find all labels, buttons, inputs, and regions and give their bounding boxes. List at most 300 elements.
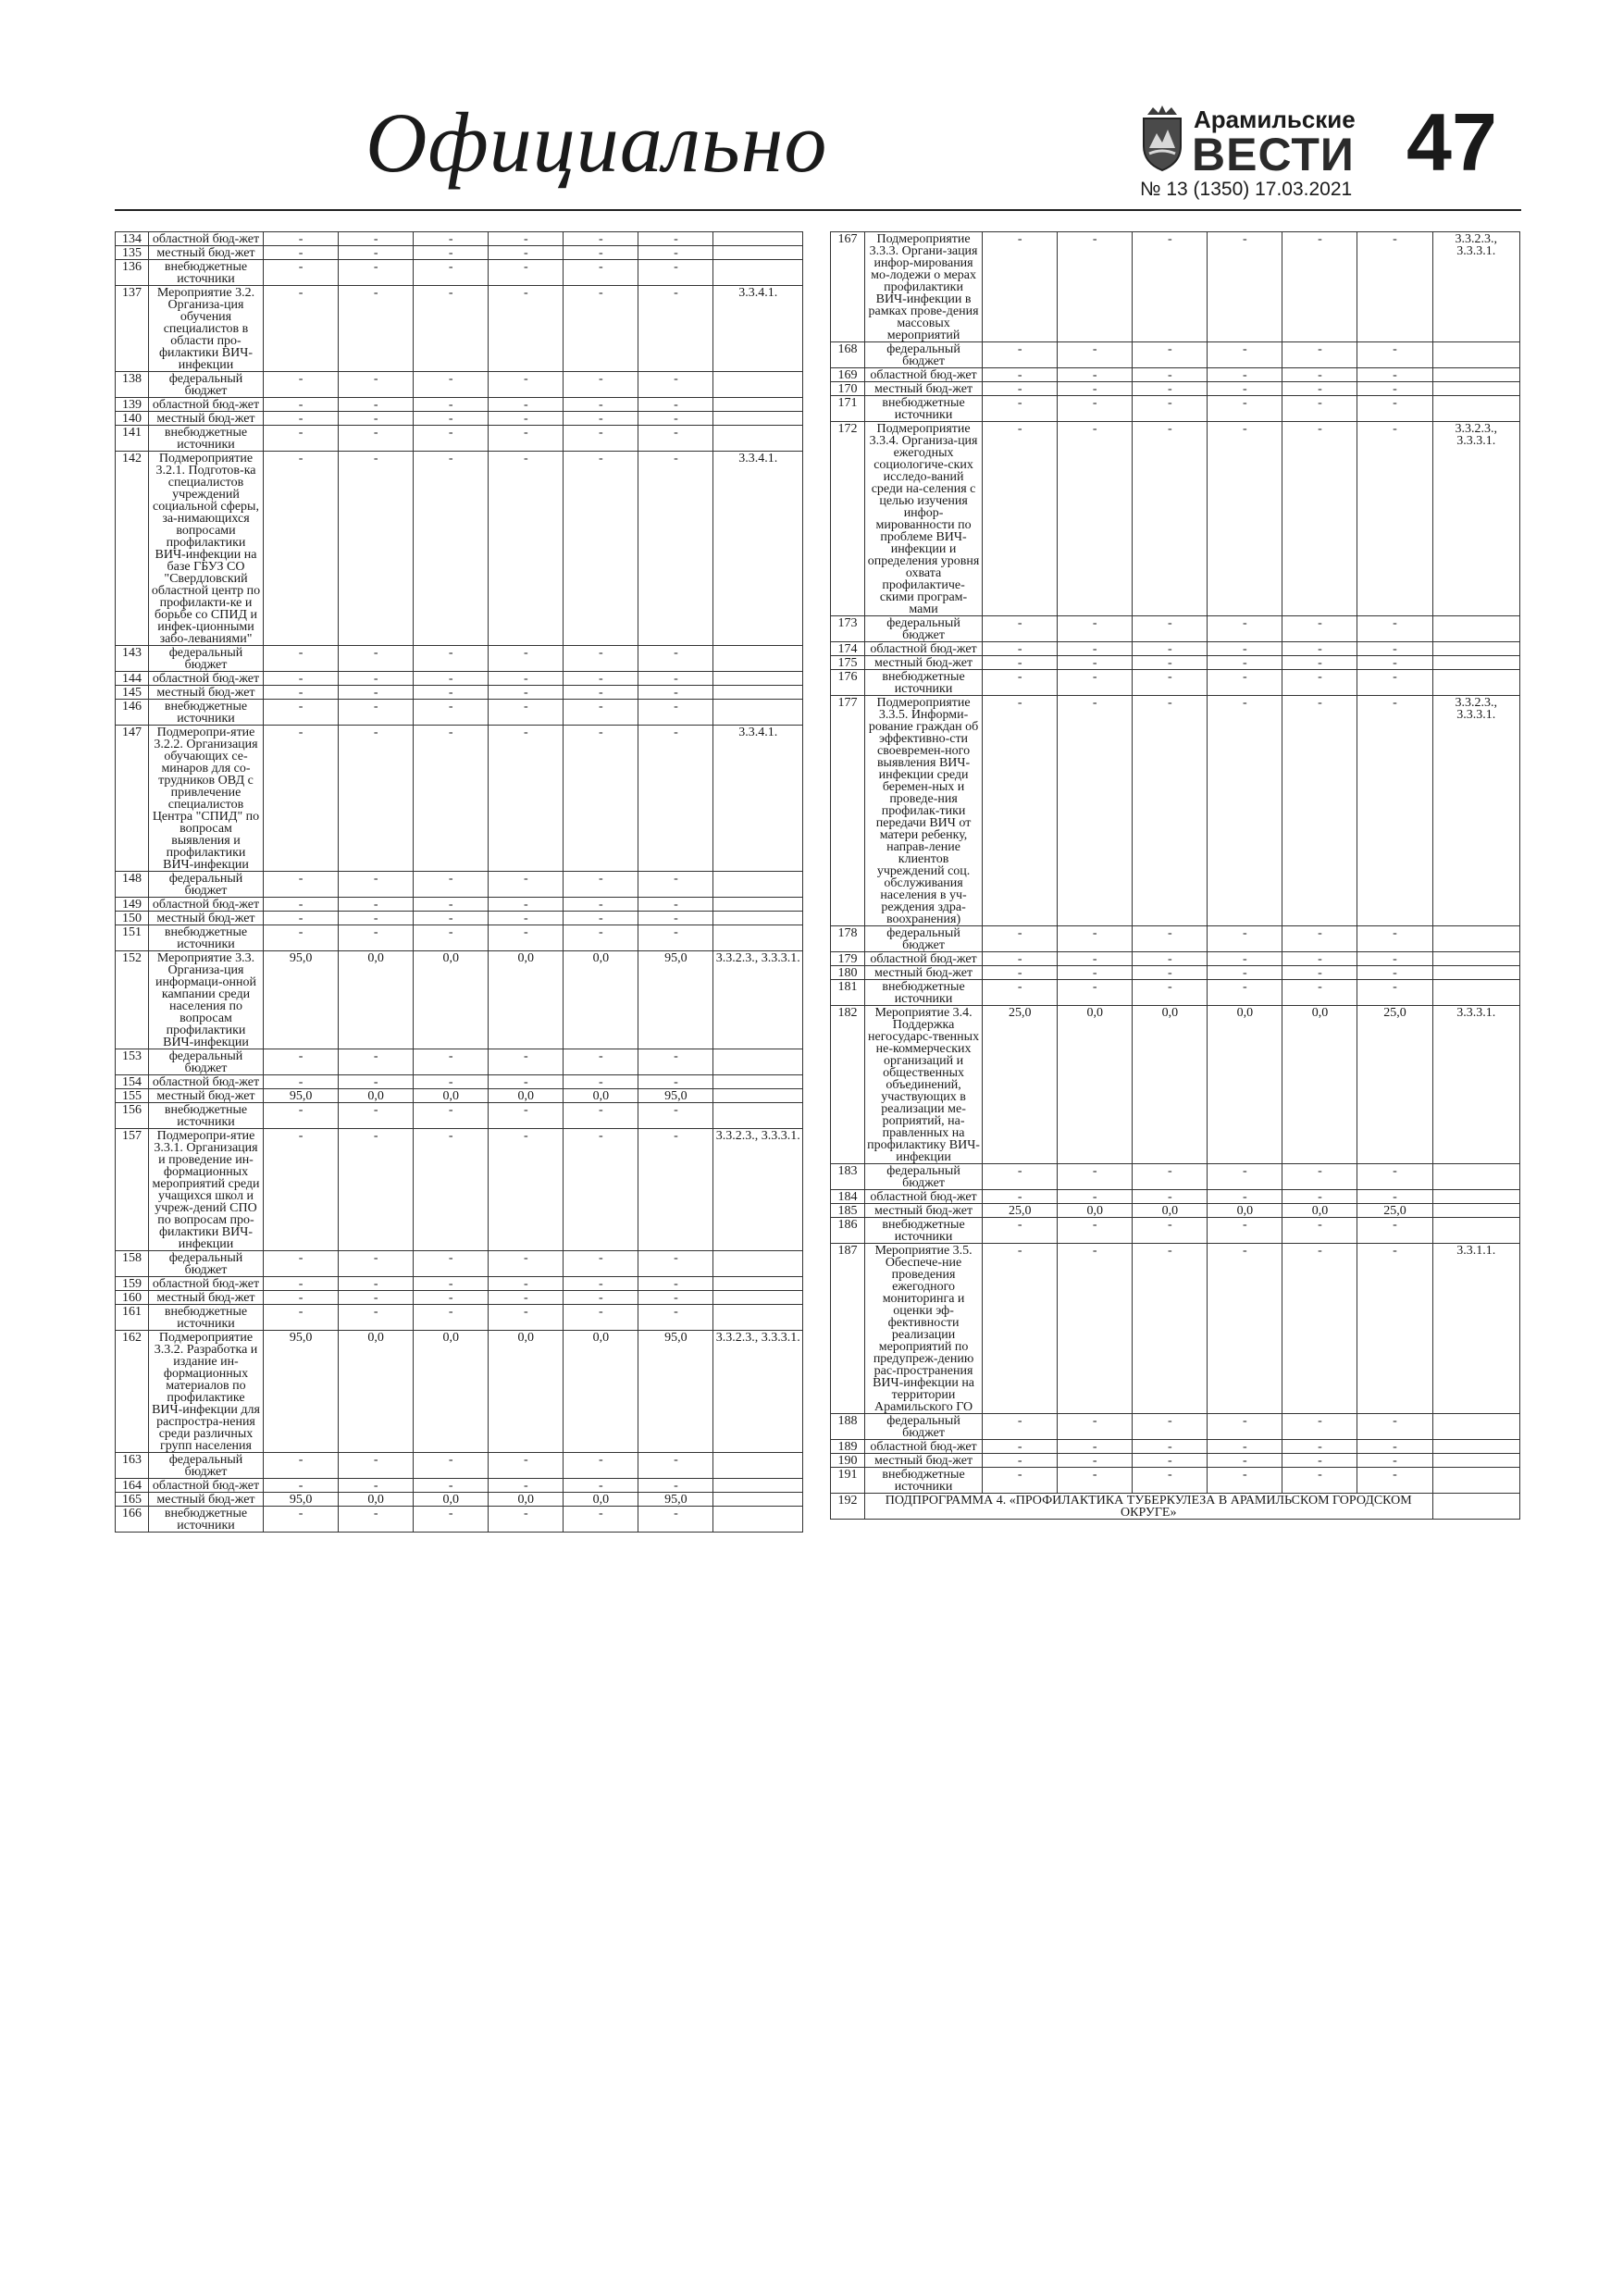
value-cell: -	[564, 426, 638, 452]
value-cell: -	[1208, 342, 1282, 368]
target-code	[713, 925, 803, 951]
value-cell: -	[1282, 1164, 1357, 1190]
value-cell: -	[264, 398, 339, 412]
target-code	[1432, 1164, 1519, 1190]
value-cell: -	[1282, 232, 1357, 342]
value-cell: -	[983, 656, 1058, 670]
row-name: местный бюд-жет	[148, 1291, 263, 1305]
row-number: 136	[116, 260, 149, 286]
row-name: местный бюд-жет	[864, 656, 982, 670]
table-row	[116, 672, 803, 686]
row-name: федеральный бюджет	[148, 1453, 263, 1479]
value-cell: -	[983, 396, 1058, 422]
row-number: 148	[116, 872, 149, 898]
target-code	[1432, 642, 1519, 656]
target-code: 3.3.2.3., 3.3.3.1.	[713, 951, 803, 1049]
value-cell: 0,0	[1208, 1204, 1282, 1218]
value-cell: 25,0	[983, 1204, 1058, 1218]
row-name: местный бюд-жет	[148, 1493, 263, 1507]
value-cell: -	[414, 1277, 489, 1291]
value-cell: -	[638, 1103, 713, 1129]
row-number: 173	[831, 616, 865, 642]
row-number: 153	[116, 1049, 149, 1075]
row-number: 134	[116, 232, 149, 246]
target-code	[1432, 368, 1519, 382]
value-cell: -	[1133, 1414, 1208, 1440]
value-cell: -	[564, 286, 638, 372]
value-cell: -	[489, 232, 564, 246]
value-cell: -	[1282, 980, 1357, 1006]
value-cell: -	[1357, 422, 1432, 616]
row-name: Мероприятие 3.3. Организа-ция информаци-онной кампании среди населения по вопросам профилактики ВИЧ-инфекции	[148, 951, 263, 1049]
value-cell: 0,0	[564, 1493, 638, 1507]
table-row	[116, 260, 803, 286]
row-number: 169	[831, 368, 865, 382]
value-cell: -	[1282, 952, 1357, 966]
target-code: 3.3.2.3., 3.3.3.1.	[713, 1129, 803, 1251]
value-cell: 95,0	[638, 951, 713, 1049]
value-cell: -	[339, 1075, 414, 1089]
value-cell: -	[638, 232, 713, 246]
value-cell: -	[1357, 396, 1432, 422]
value-cell: -	[564, 672, 638, 686]
target-code	[713, 1251, 803, 1277]
row-name: Мероприятие 3.4. Поддержка негосударс-твенных не-коммерческих организаций и общественных объединений, участвующих в реализации ме-роприятий, на-правленных на профилактику ВИЧ-инфекции	[864, 1006, 982, 1164]
value-cell: -	[414, 1103, 489, 1129]
value-cell: -	[339, 1129, 414, 1251]
row-number: 145	[116, 686, 149, 700]
row-name: областной бюд-жет	[864, 642, 982, 656]
row-name: федеральный бюджет	[148, 1251, 263, 1277]
row-name: федеральный бюджет	[864, 342, 982, 368]
value-cell: -	[339, 912, 414, 925]
table-row	[831, 1006, 1520, 1164]
value-cell: -	[1133, 342, 1208, 368]
value-cell: -	[1058, 952, 1133, 966]
value-cell: -	[339, 726, 414, 872]
value-cell: 0,0	[339, 1331, 414, 1453]
row-number: 159	[116, 1277, 149, 1291]
value-cell: -	[1282, 696, 1357, 926]
value-cell: -	[564, 1291, 638, 1305]
row-number: 139	[116, 398, 149, 412]
value-cell: -	[1133, 1244, 1208, 1414]
row-name: Подмеропри-ятие 3.3.1. Организация и проведение ин-формационных мероприятий среди учащихся школ и учреж-дений СПО по вопросам про-филактики ВИЧ-инфекции	[148, 1129, 263, 1251]
value-cell: -	[339, 646, 414, 672]
row-number: 177	[831, 696, 865, 926]
target-code	[713, 1305, 803, 1331]
value-cell: -	[414, 1453, 489, 1479]
target-code	[713, 232, 803, 246]
value-cell: -	[1058, 656, 1133, 670]
value-cell: -	[264, 246, 339, 260]
value-cell: -	[1357, 1218, 1432, 1244]
row-number: 175	[831, 656, 865, 670]
value-cell: -	[489, 426, 564, 452]
value-cell: -	[1058, 670, 1133, 696]
row-number: 180	[831, 966, 865, 980]
value-cell: -	[489, 872, 564, 898]
row-number: 174	[831, 642, 865, 656]
value-cell: -	[1058, 966, 1133, 980]
value-cell: -	[1282, 616, 1357, 642]
value-cell: -	[564, 700, 638, 726]
value-cell: -	[1058, 1414, 1133, 1440]
value-cell: -	[264, 646, 339, 672]
section-title: Официально	[365, 95, 828, 190]
value-cell: -	[339, 1049, 414, 1075]
table-row	[831, 382, 1520, 396]
row-number: 137	[116, 286, 149, 372]
table-row	[116, 951, 803, 1049]
value-cell: -	[1133, 382, 1208, 396]
target-code: 3.3.4.1.	[713, 286, 803, 372]
value-cell: -	[264, 1251, 339, 1277]
value-cell: -	[339, 925, 414, 951]
target-code	[1432, 656, 1519, 670]
table-row	[831, 642, 1520, 656]
table-row	[116, 1305, 803, 1331]
value-cell: -	[983, 670, 1058, 696]
value-cell: -	[564, 398, 638, 412]
value-cell: -	[264, 1129, 339, 1251]
row-number: 167	[831, 232, 865, 342]
table-row	[831, 926, 1520, 952]
row-name: местный бюд-жет	[148, 412, 263, 426]
value-cell: -	[339, 286, 414, 372]
value-cell: -	[414, 646, 489, 672]
row-name: Подмероприятие 3.2.1. Подготов-ка специалистов учреждений социальной сферы, за-нимающихся вопросами профилактики ВИЧ-инфекции на базе ГБУЗ СО "Свердловский областной центр по профилакти-ке и борьбе со СПИД и инфек-ционными забо-леваниями"	[148, 452, 263, 646]
value-cell: -	[264, 452, 339, 646]
value-cell: -	[564, 1479, 638, 1493]
target-code	[1432, 382, 1519, 396]
value-cell: -	[1133, 396, 1208, 422]
table-row	[116, 872, 803, 898]
subprogram-row	[831, 1494, 1520, 1520]
row-number: 187	[831, 1244, 865, 1414]
value-cell: 25,0	[1357, 1006, 1432, 1164]
row-number: 138	[116, 372, 149, 398]
target-code	[1432, 1218, 1519, 1244]
target-code	[1432, 1440, 1519, 1454]
value-cell: -	[638, 1305, 713, 1331]
value-cell: -	[1058, 642, 1133, 656]
value-cell: -	[489, 1075, 564, 1089]
target-code	[713, 246, 803, 260]
value-cell: -	[1282, 1468, 1357, 1494]
value-cell: 0,0	[414, 1493, 489, 1507]
value-cell: -	[1133, 642, 1208, 656]
value-cell: -	[983, 1244, 1058, 1414]
target-code: 3.3.2.3., 3.3.3.1.	[1432, 422, 1519, 616]
table-row	[116, 1291, 803, 1305]
value-cell: -	[983, 1164, 1058, 1190]
value-cell: -	[638, 672, 713, 686]
row-name: местный бюд-жет	[864, 382, 982, 396]
value-cell: -	[414, 286, 489, 372]
value-cell: 0,0	[1133, 1006, 1208, 1164]
target-code	[1432, 616, 1519, 642]
row-number: 164	[116, 1479, 149, 1493]
value-cell: -	[564, 260, 638, 286]
value-cell: -	[1282, 966, 1357, 980]
target-code	[1432, 1468, 1519, 1494]
row-name: внебюджетные источники	[148, 1305, 263, 1331]
row-name: областной бюд-жет	[148, 672, 263, 686]
value-cell: -	[1133, 966, 1208, 980]
target-code	[1432, 952, 1519, 966]
value-cell: -	[264, 1479, 339, 1493]
value-cell: -	[414, 232, 489, 246]
value-cell: 0,0	[1133, 1204, 1208, 1218]
value-cell: -	[489, 1291, 564, 1305]
value-cell: -	[1357, 1414, 1432, 1440]
table-row	[831, 670, 1520, 696]
value-cell: -	[638, 398, 713, 412]
target-code: 3.3.4.1.	[713, 726, 803, 872]
value-cell: 0,0	[564, 1331, 638, 1453]
value-cell: -	[1357, 1190, 1432, 1204]
target-code	[713, 398, 803, 412]
value-cell: -	[638, 700, 713, 726]
row-number: 182	[831, 1006, 865, 1164]
value-cell: -	[1133, 1190, 1208, 1204]
value-cell: -	[489, 912, 564, 925]
row-name: Мероприятие 3.5. Обеспече-ние проведения ежегодного мониторинга и оценки эф-фективности реализации мероприятий по предупреж-дению рас-пространения ВИЧ-инфекции на территории Арамильского ГО	[864, 1244, 982, 1414]
value-cell: -	[638, 1251, 713, 1277]
value-cell: -	[414, 726, 489, 872]
row-name: федеральный бюджет	[864, 926, 982, 952]
target-code	[713, 1103, 803, 1129]
value-cell: -	[564, 1507, 638, 1533]
value-cell: -	[638, 426, 713, 452]
table-row	[116, 912, 803, 925]
table-row	[831, 1164, 1520, 1190]
value-cell: -	[264, 925, 339, 951]
value-cell: -	[1058, 1190, 1133, 1204]
table-row	[831, 1468, 1520, 1494]
target-code	[713, 372, 803, 398]
value-cell: -	[1282, 670, 1357, 696]
value-cell: -	[564, 686, 638, 700]
value-cell: -	[564, 912, 638, 925]
row-number: 143	[116, 646, 149, 672]
value-cell: -	[1357, 966, 1432, 980]
value-cell: -	[339, 1277, 414, 1291]
value-cell: -	[339, 700, 414, 726]
value-cell: -	[489, 260, 564, 286]
value-cell: 0,0	[1208, 1006, 1282, 1164]
value-cell: -	[1282, 1190, 1357, 1204]
row-name: федеральный бюджет	[148, 872, 263, 898]
row-number: 140	[116, 412, 149, 426]
target-code	[713, 672, 803, 686]
value-cell: -	[414, 1129, 489, 1251]
value-cell: -	[1058, 422, 1133, 616]
value-cell: -	[983, 616, 1058, 642]
target-code: 3.3.2.3., 3.3.3.1.	[713, 1331, 803, 1453]
value-cell: -	[489, 672, 564, 686]
value-cell: -	[414, 872, 489, 898]
value-cell: -	[264, 700, 339, 726]
value-cell: -	[638, 260, 713, 286]
value-cell: -	[1208, 232, 1282, 342]
value-cell: 0,0	[564, 951, 638, 1049]
value-cell: -	[1208, 1190, 1282, 1204]
value-cell: -	[414, 686, 489, 700]
row-name: Подмеропри-ятие 3.2.2. Организация обучающих се-минаров для со-трудников ОВД с привлечение специалистов Центра "СПИД" по вопросам выявления и профилактики ВИЧ-инфекции	[148, 726, 263, 872]
target-code	[1432, 980, 1519, 1006]
row-name: федеральный бюджет	[148, 372, 263, 398]
table-row	[831, 1440, 1520, 1454]
value-cell: -	[638, 246, 713, 260]
value-cell: -	[638, 872, 713, 898]
row-name: областной бюд-жет	[864, 1440, 982, 1454]
table-row	[116, 1049, 803, 1075]
value-cell: -	[1208, 656, 1282, 670]
value-cell: -	[1058, 696, 1133, 926]
value-cell: -	[489, 646, 564, 672]
target-code: 3.3.3.1.	[1432, 1006, 1519, 1164]
value-cell: -	[1208, 980, 1282, 1006]
target-code: 3.3.1.1.	[1432, 1244, 1519, 1414]
target-code	[1432, 670, 1519, 696]
value-cell: -	[983, 642, 1058, 656]
row-name: Мероприятие 3.2. Организа-ция обучения специалистов в области про-филактики ВИЧ-инфекции	[148, 286, 263, 372]
value-cell: -	[983, 980, 1058, 1006]
value-cell: -	[1208, 670, 1282, 696]
value-cell: -	[1133, 1454, 1208, 1468]
table-row	[831, 342, 1520, 368]
row-number: 166	[116, 1507, 149, 1533]
value-cell: -	[983, 926, 1058, 952]
value-cell: -	[1133, 1218, 1208, 1244]
table-row	[831, 980, 1520, 1006]
row-name: Подмероприятие 3.3.3. Органи-зация инфор-мирования мо-лодежи о мерах профилактики ВИЧ-инфекции в рамках прове-дения массовых мероприятий	[864, 232, 982, 342]
value-cell: -	[489, 686, 564, 700]
row-name: областной бюд-жет	[148, 898, 263, 912]
value-cell: -	[1208, 1164, 1282, 1190]
value-cell: -	[1133, 670, 1208, 696]
value-cell: 0,0	[489, 951, 564, 1049]
value-cell: -	[564, 246, 638, 260]
target-code: 3.3.2.3., 3.3.3.1.	[1432, 696, 1519, 926]
target-code	[1432, 342, 1519, 368]
value-cell: -	[1208, 696, 1282, 926]
value-cell: -	[1357, 926, 1432, 952]
value-cell: 25,0	[1357, 1204, 1432, 1218]
value-cell: -	[564, 1453, 638, 1479]
value-cell: -	[1133, 232, 1208, 342]
value-cell: -	[1208, 1218, 1282, 1244]
value-cell: -	[1208, 1414, 1282, 1440]
table-row	[116, 426, 803, 452]
value-cell: 95,0	[264, 1331, 339, 1453]
row-name: Подмероприятие 3.3.4. Организа-ция ежегодных социологиче-ских исследо-ваний среди на-селения с целью изучения инфор-мированности по проблеме ВИЧ-инфекции и определения уровня охвата профилактиче-скими програм-мами	[864, 422, 982, 616]
value-cell: -	[638, 1453, 713, 1479]
row-name: областной бюд-жет	[148, 1277, 263, 1291]
row-name: областной бюд-жет	[864, 952, 982, 966]
value-cell: -	[1282, 1244, 1357, 1414]
value-cell: -	[1058, 1244, 1133, 1414]
value-cell: -	[983, 1454, 1058, 1468]
row-number: 188	[831, 1414, 865, 1440]
value-cell: -	[638, 1277, 713, 1291]
value-cell: -	[1357, 656, 1432, 670]
row-name: внебюджетные источники	[864, 1468, 982, 1494]
value-cell: -	[339, 426, 414, 452]
value-cell: -	[1058, 1218, 1133, 1244]
value-cell: -	[489, 1129, 564, 1251]
value-cell: -	[1058, 1164, 1133, 1190]
table-row	[116, 246, 803, 260]
row-number: 178	[831, 926, 865, 952]
value-cell: -	[1282, 342, 1357, 368]
table-row	[116, 1089, 803, 1103]
coat-of-arms-icon	[1140, 105, 1184, 172]
value-cell: -	[1058, 232, 1133, 342]
row-number: 170	[831, 382, 865, 396]
row-name: внебюджетные источники	[864, 396, 982, 422]
value-cell: -	[339, 232, 414, 246]
value-cell: -	[1133, 368, 1208, 382]
row-number: 144	[116, 672, 149, 686]
value-cell: -	[414, 672, 489, 686]
value-cell: -	[1357, 642, 1432, 656]
value-cell: -	[983, 1218, 1058, 1244]
value-cell: -	[489, 1479, 564, 1493]
table-row	[116, 372, 803, 398]
target-code	[713, 1453, 803, 1479]
value-cell: -	[1208, 966, 1282, 980]
budget-table-left	[115, 231, 803, 1533]
target-code	[713, 646, 803, 672]
value-cell: -	[1357, 696, 1432, 926]
value-cell: -	[264, 1453, 339, 1479]
row-number: 156	[116, 1103, 149, 1129]
value-cell: -	[414, 1049, 489, 1075]
issue-info: № 13 (1350) 17.03.2021	[1140, 179, 1353, 200]
value-cell: -	[489, 1103, 564, 1129]
value-cell: -	[414, 925, 489, 951]
value-cell: -	[638, 1479, 713, 1493]
row-name: внебюджетные источники	[148, 700, 263, 726]
value-cell: -	[1133, 980, 1208, 1006]
row-number: 162	[116, 1331, 149, 1453]
row-number: 146	[116, 700, 149, 726]
table-row	[116, 646, 803, 672]
table-row	[116, 726, 803, 872]
value-cell: -	[264, 232, 339, 246]
value-cell: -	[414, 1479, 489, 1493]
value-cell: 0,0	[489, 1493, 564, 1507]
value-cell: -	[1357, 232, 1432, 342]
table-row	[831, 1414, 1520, 1440]
value-cell: -	[339, 1453, 414, 1479]
value-cell: -	[339, 452, 414, 646]
value-cell: -	[638, 646, 713, 672]
value-cell: -	[489, 1305, 564, 1331]
value-cell: -	[489, 372, 564, 398]
target-code	[1432, 1204, 1519, 1218]
value-cell: -	[414, 246, 489, 260]
value-cell: -	[564, 1277, 638, 1291]
row-number: 142	[116, 452, 149, 646]
row-number: 158	[116, 1251, 149, 1277]
row-number: 176	[831, 670, 865, 696]
value-cell: -	[414, 412, 489, 426]
value-cell: -	[264, 372, 339, 398]
